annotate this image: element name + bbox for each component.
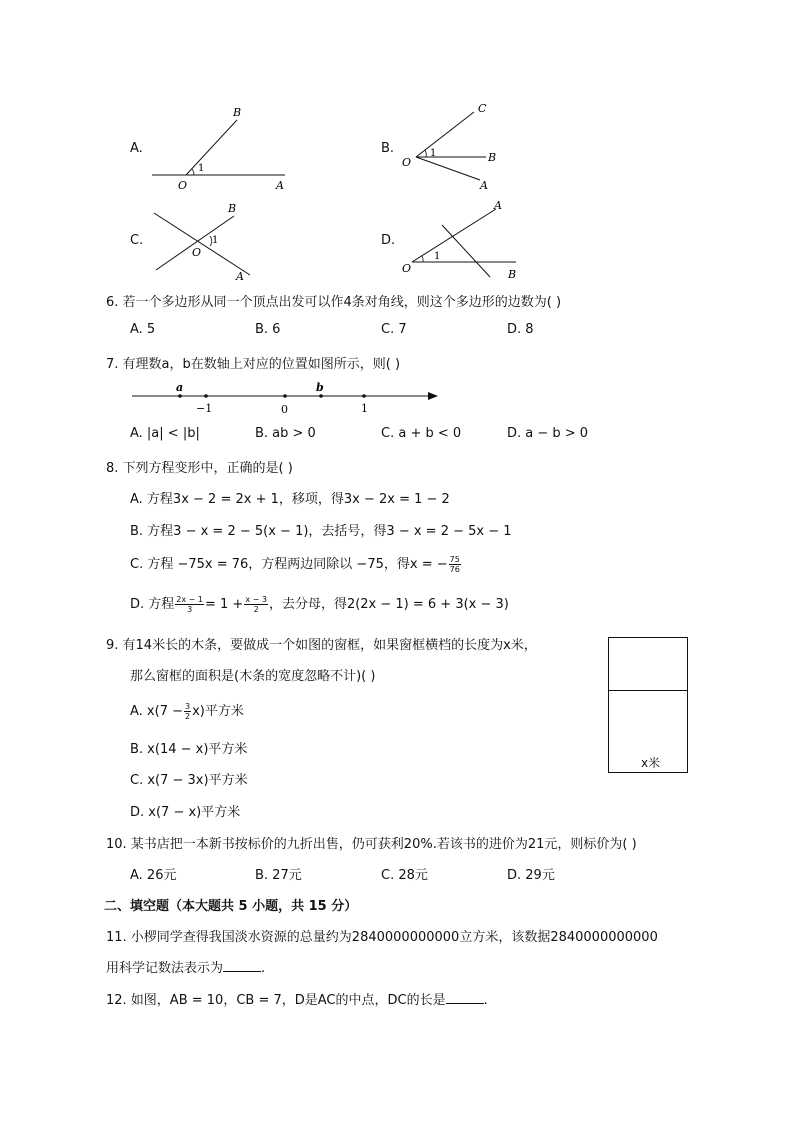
q11-answer-blank xyxy=(223,961,261,972)
q5-option-b-label: B. xyxy=(381,141,395,156)
q6-option-c: C. 7 xyxy=(381,322,407,337)
q7-label-zero: 0 xyxy=(281,403,288,416)
q7-label-b: b xyxy=(316,381,324,394)
q5d-point-o: O xyxy=(402,262,412,275)
q8-stem: 8. 下列方程变形中，正确的是( ) xyxy=(106,461,293,476)
q7-label-one: 1 xyxy=(361,402,368,415)
q7-option-a: A. |a| < |b| xyxy=(130,426,200,441)
q8-option-b: B. 方程3 − x = 2 − 5(x − 1)，去括号，得3 − x = 2 − 5x − 1 xyxy=(130,524,512,539)
q9-option-b: B. x(14 − x)平方米 xyxy=(130,742,248,757)
q7-number-line xyxy=(128,376,443,420)
q5d-point-b: B xyxy=(508,268,517,281)
q7-label-a: a xyxy=(176,381,184,394)
q9-stem-line2: 那么窗框的面积是(木条的宽度忽略不计)( ) xyxy=(130,669,376,684)
q5c-point-o: O xyxy=(192,246,202,259)
q12-answer-blank xyxy=(446,993,484,1004)
q7-option-d: D. a − b > 0 xyxy=(507,426,589,441)
q6-stem: 6. 若一个多边形从同一个顶点出发可以作4条对角线，则这个多边形的边数为( ) xyxy=(106,295,562,310)
q10-option-d: D. 29元 xyxy=(507,868,555,883)
q5b-point-o: O xyxy=(402,156,412,169)
q5c-point-b: B xyxy=(228,202,237,215)
q11-line1: 11. 小椤同学查得我国淡水资源的总量约为2840000000000立方米，该数据2840000000000 xyxy=(106,930,658,945)
q7-stem: 7. 有理数a，b在数轴上对应的位置如图所示，则( ) xyxy=(106,357,401,372)
q7-label-neg1: −1 xyxy=(196,402,213,415)
q5c-point-a: A xyxy=(236,270,244,283)
q11-line2: 用科学记数法表示为 . xyxy=(106,961,266,976)
q5-figure-c xyxy=(148,198,258,286)
q6-option-d: D. 8 xyxy=(507,322,534,337)
q6-option-b: B. 6 xyxy=(255,322,281,337)
q10-stem: 10. 某书店把一本新书按标价的九折出售，仍可获利20%.若该书的进价为21元，则标价为( ) xyxy=(106,837,637,852)
q10-option-b: B. 27元 xyxy=(255,868,302,883)
q5c-angle-1: 1 xyxy=(212,235,219,246)
q5-figure-a xyxy=(148,100,298,195)
q5a-point-o: O xyxy=(178,179,188,192)
q7-option-b: B. ab > 0 xyxy=(255,426,316,441)
q9-option-d: D. x(7 − x)平方米 xyxy=(130,805,241,820)
q5a-point-b: B xyxy=(233,106,242,119)
q5a-point-a: A xyxy=(276,179,284,192)
q5-option-d-label: D. xyxy=(381,233,396,248)
q5-figure-b xyxy=(398,100,508,195)
q5b-point-a: A xyxy=(480,179,488,192)
q8-option-c: C. 方程 −75x = 76，方程两边同除以 −75，得x = − $\frac{75}{76}$ xyxy=(130,555,460,574)
q5d-point-a: A xyxy=(494,199,502,212)
q9-window-frame xyxy=(608,637,688,773)
q9-frame-label: x米 xyxy=(641,756,661,770)
q9a-fraction: $\frac{3}{2}$ xyxy=(185,702,191,721)
q5b-point-c: C xyxy=(478,102,487,115)
q5-option-a-label: A. xyxy=(130,141,143,156)
q5b-angle-1: 1 xyxy=(430,148,437,159)
q8d-fraction-1: $\frac{2x - 1}{3}$ xyxy=(176,595,203,614)
q9-stem-line1: 9. 有14米长的木条，要做成一个如图的窗框，如果窗框横档的长度为x米， xyxy=(106,638,537,653)
q5-figure-d xyxy=(398,195,528,285)
q5-option-c-label: C. xyxy=(130,233,144,248)
q10-option-c: C. 28元 xyxy=(381,868,428,883)
q5a-angle-1: 1 xyxy=(198,163,205,174)
q5b-point-b: B xyxy=(488,151,497,164)
q8-option-a: A. 方程3x − 2 = 2x + 1，移项，得3x − 2x = 1 − 2 xyxy=(130,492,450,507)
q9-option-c: C. x(7 − 3x)平方米 xyxy=(130,773,248,788)
q9-window-crossbar xyxy=(609,690,687,691)
q8-option-d: D. 方程 $\frac{2x - 1}{3}$ = 1 + $\frac{x - 3}{2}$ ，去分母，得2(2x − 1) = 6 + 3(x − 3) xyxy=(130,595,509,614)
q8d-fraction-2: $\frac{x - 3}{2}$ xyxy=(245,595,267,614)
section-heading: 二、填空题（本大题共 5 小题，共 15 分） xyxy=(104,899,358,914)
q10-option-a: A. 26元 xyxy=(130,868,177,883)
q9-option-a: A. x(7 − $\frac{3}{2}$ x)平方米 xyxy=(130,702,244,721)
q7-option-c: C. a + b < 0 xyxy=(381,426,462,441)
q8c-fraction: $\frac{75}{76}$ xyxy=(449,555,460,574)
q12-stem: 12. 如图，AB = 10，CB = 7，D是AC的中点，DC的长是 . xyxy=(106,993,488,1008)
q6-option-a: A. 5 xyxy=(130,322,156,337)
q5d-angle-1: 1 xyxy=(434,251,441,262)
